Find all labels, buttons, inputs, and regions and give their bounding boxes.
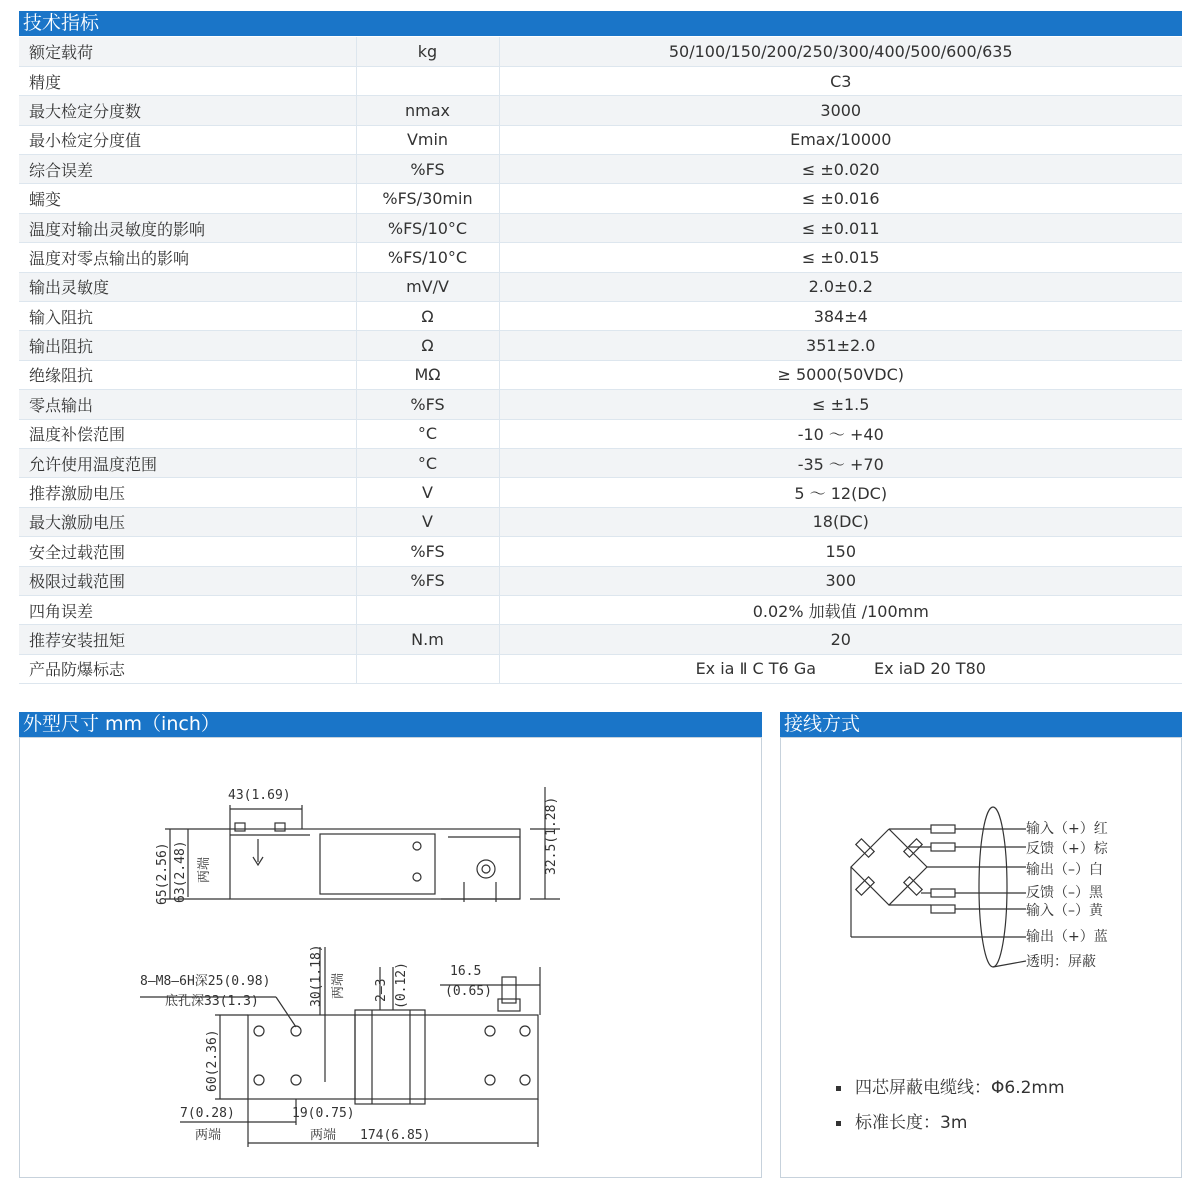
spec-value: 0.02% 加载值 /100mm bbox=[499, 595, 1182, 624]
dimensions-drawing bbox=[20, 737, 763, 1178]
spec-unit: °C bbox=[356, 419, 499, 448]
spec-value: 150 bbox=[499, 537, 1182, 566]
spec-value: ≤ ±0.016 bbox=[499, 184, 1182, 213]
spec-value-secondary: Ex iaD 20 T80 bbox=[874, 659, 986, 679]
dim-ends-vertical-2: 两端 bbox=[331, 972, 346, 999]
spec-unit bbox=[356, 654, 499, 683]
wire-label: 反馈（+）棕 bbox=[1026, 841, 1108, 857]
spec-row bbox=[19, 625, 1182, 654]
cable-note-item: 四芯屏蔽电缆线：Φ6.2mm bbox=[836, 1073, 1065, 1098]
spec-row bbox=[19, 360, 1182, 389]
spec-row bbox=[19, 331, 1182, 360]
spec-row bbox=[19, 272, 1182, 301]
spec-value: 2.0±0.2 bbox=[499, 272, 1182, 301]
dim-gap-012: (0.12) bbox=[394, 962, 409, 1009]
plan-view-body bbox=[248, 1015, 538, 1099]
wire-label: 输入（–）黄 bbox=[1026, 903, 1103, 919]
spec-row bbox=[19, 448, 1182, 477]
spec-unit: %FS bbox=[356, 155, 499, 184]
spec-unit: %FS/30min bbox=[356, 184, 499, 213]
spec-unit: nmax bbox=[356, 96, 499, 125]
spec-row bbox=[19, 213, 1182, 242]
spec-unit: MΩ bbox=[356, 360, 499, 389]
spec-name: 输出灵敏度 bbox=[19, 272, 356, 301]
dim-ends-vertical: 两端 bbox=[197, 856, 212, 883]
dimensions-drawing-panel bbox=[19, 737, 762, 1178]
side-view-body bbox=[230, 829, 520, 899]
spec-row bbox=[19, 507, 1182, 536]
spec-value: ≤ ±1.5 bbox=[499, 390, 1182, 419]
spec-value: 50/100/150/200/250/300/400/500/600/635 bbox=[499, 37, 1182, 66]
spec-unit bbox=[356, 595, 499, 624]
spec-unit bbox=[356, 66, 499, 95]
spec-value: -10 ～ +40 bbox=[499, 419, 1182, 448]
spec-value bbox=[499, 654, 1182, 683]
spec-unit: V bbox=[356, 507, 499, 536]
spec-value: C3 bbox=[499, 66, 1182, 95]
wire-label: 输出（–）白 bbox=[1026, 862, 1103, 878]
spec-name: 蠕变 bbox=[19, 184, 356, 213]
dim-top-width: 43(1.69) bbox=[228, 788, 291, 803]
dim-h60: 60(2.36) bbox=[205, 1029, 220, 1092]
spec-row bbox=[19, 566, 1182, 595]
spec-name: 精度 bbox=[19, 66, 356, 95]
spec-value: Emax/10000 bbox=[499, 125, 1182, 154]
dim-total-prefix: 两端 bbox=[310, 1128, 337, 1143]
dim-d19: 19(0.75) bbox=[292, 1106, 355, 1121]
spec-value: 3000 bbox=[499, 96, 1182, 125]
dim-height-63: 63(2.48) bbox=[173, 840, 188, 903]
spec-name: 温度补偿范围 bbox=[19, 419, 356, 448]
spec-unit: %FS bbox=[356, 390, 499, 419]
dim-right-32: 32.5(1.28) bbox=[544, 796, 559, 875]
spec-row bbox=[19, 595, 1182, 624]
spec-name: 温度对输出灵敏度的影响 bbox=[19, 213, 356, 242]
spec-unit: mV/V bbox=[356, 272, 499, 301]
spec-row bbox=[19, 419, 1182, 448]
wire-label: 输入（+）红 bbox=[1026, 821, 1108, 837]
spec-row bbox=[19, 390, 1182, 419]
wiring-section-title: 接线方式 bbox=[780, 712, 1182, 737]
spec-name: 推荐安装扭矩 bbox=[19, 625, 356, 654]
spec-name: 四角误差 bbox=[19, 595, 356, 624]
specs-section-title: 技术指标 bbox=[19, 11, 1182, 36]
spec-name: 输入阻抗 bbox=[19, 302, 356, 331]
cable-note-item: 标准长度：3m bbox=[836, 1108, 1065, 1133]
dim-d7: 7(0.28) bbox=[180, 1106, 235, 1121]
wire-label: 输出（+）蓝 bbox=[1026, 929, 1108, 945]
spec-value: ≤ ±0.020 bbox=[499, 155, 1182, 184]
spec-value: 384±4 bbox=[499, 302, 1182, 331]
spec-value: ≥ 5000(50VDC) bbox=[499, 360, 1182, 389]
wiring-diagram bbox=[781, 737, 1183, 1037]
spec-value: 300 bbox=[499, 566, 1182, 595]
spec-name: 综合误差 bbox=[19, 155, 356, 184]
dim-w065: (0.65) bbox=[445, 984, 492, 999]
spec-name: 允许使用温度范围 bbox=[19, 448, 356, 477]
spec-unit: %FS/10°C bbox=[356, 243, 499, 272]
spec-unit: %FS/10°C bbox=[356, 213, 499, 242]
spec-value: 5 ～ 12(DC) bbox=[499, 478, 1182, 507]
spec-unit: kg bbox=[356, 37, 499, 66]
spec-value-primary: Ex ia Ⅱ C T6 Ga bbox=[695, 659, 817, 679]
spec-name: 温度对零点输出的影响 bbox=[19, 243, 356, 272]
spec-name: 产品防爆标志 bbox=[19, 654, 356, 683]
spec-name: 最小检定分度值 bbox=[19, 125, 356, 154]
dim-bottom-hole: 底孔深33(1.3) bbox=[165, 994, 259, 1009]
spec-unit: %FS bbox=[356, 566, 499, 595]
mounting-holes bbox=[254, 1026, 530, 1085]
spec-unit: Ω bbox=[356, 331, 499, 360]
spec-unit: %FS bbox=[356, 537, 499, 566]
spec-unit: Vmin bbox=[356, 125, 499, 154]
dim-ends-bottom: 两端 bbox=[195, 1128, 222, 1143]
spec-value: 18(DC) bbox=[499, 507, 1182, 536]
spec-row bbox=[19, 302, 1182, 331]
spec-name: 极限过载范围 bbox=[19, 566, 356, 595]
spec-row bbox=[19, 66, 1182, 95]
spec-name: 绝缘阻抗 bbox=[19, 360, 356, 389]
dimensions-section-title: 外型尺寸 mm（inch） bbox=[19, 712, 762, 737]
spec-row bbox=[19, 96, 1182, 125]
cable-notes bbox=[836, 1073, 1065, 1143]
wiring-panel bbox=[780, 737, 1182, 1178]
wire-label: 反馈（–）黑 bbox=[1026, 885, 1103, 901]
spec-row bbox=[19, 478, 1182, 507]
wire-label: 透明：屏蔽 bbox=[1026, 954, 1096, 970]
spec-unit: °C bbox=[356, 448, 499, 477]
spec-row bbox=[19, 243, 1182, 272]
spec-name: 最大检定分度数 bbox=[19, 96, 356, 125]
spec-name: 零点输出 bbox=[19, 390, 356, 419]
spec-value: ≤ ±0.011 bbox=[499, 213, 1182, 242]
spec-name: 安全过载范围 bbox=[19, 537, 356, 566]
spec-value: -35 ～ +70 bbox=[499, 448, 1182, 477]
dim-h30: 30(1.18) bbox=[309, 944, 324, 1007]
spec-value: 20 bbox=[499, 625, 1182, 654]
spec-name: 最大激励电压 bbox=[19, 507, 356, 536]
spec-row bbox=[19, 184, 1182, 213]
spec-row bbox=[19, 654, 1182, 683]
dim-w165: 16.5 bbox=[450, 964, 482, 979]
dim-hole-spec: 8–M8–6H深25(0.98) bbox=[140, 974, 271, 989]
spec-name: 输出阻抗 bbox=[19, 331, 356, 360]
specs-table bbox=[19, 37, 1182, 684]
spec-value: ≤ ±0.015 bbox=[499, 243, 1182, 272]
spec-row bbox=[19, 155, 1182, 184]
spec-row bbox=[19, 37, 1182, 66]
spec-value: 351±2.0 bbox=[499, 331, 1182, 360]
spec-unit: Ω bbox=[356, 302, 499, 331]
spec-row bbox=[19, 537, 1182, 566]
spec-name: 推荐激励电压 bbox=[19, 478, 356, 507]
dim-gap-23: 2–3 bbox=[374, 978, 389, 1002]
spec-unit: N.m bbox=[356, 625, 499, 654]
spec-row bbox=[19, 125, 1182, 154]
spec-name: 额定载荷 bbox=[19, 37, 356, 66]
spec-unit: V bbox=[356, 478, 499, 507]
dim-height-65: 65(2.56) bbox=[155, 842, 170, 905]
dim-total: 174(6.85) bbox=[360, 1128, 431, 1143]
